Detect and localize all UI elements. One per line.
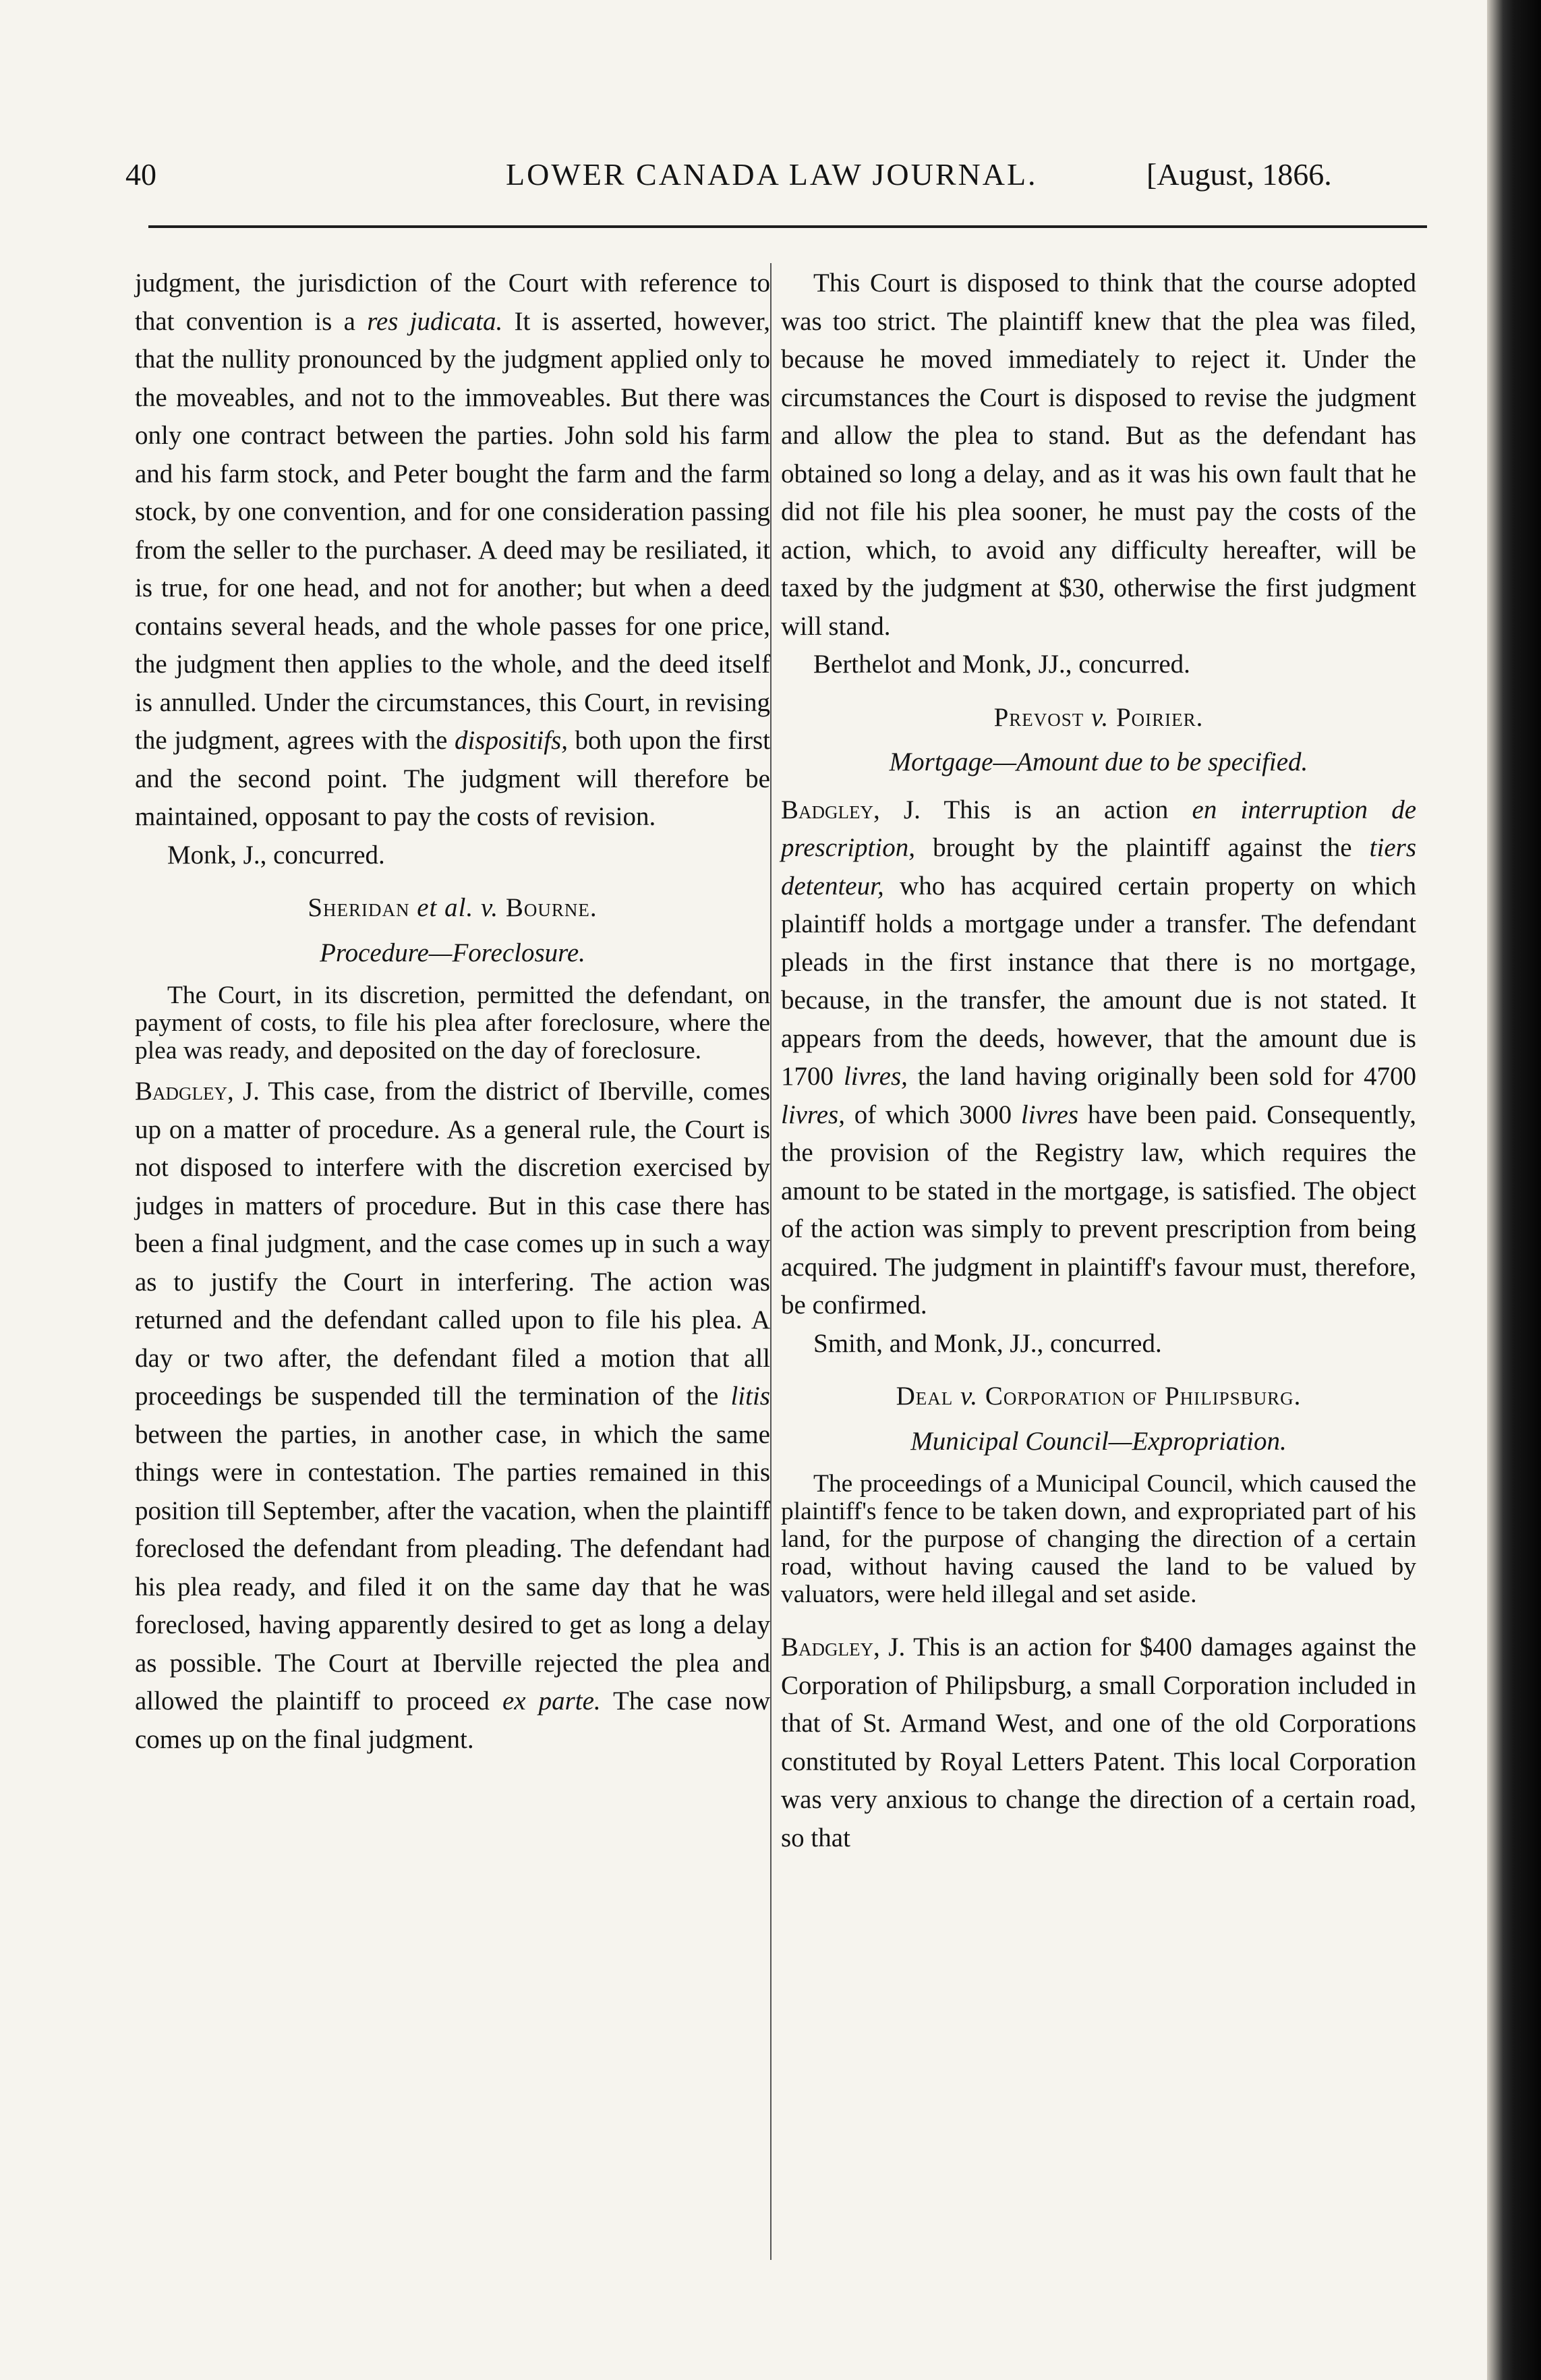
concurrence-note: Berthelot and Monk, JJ., concurred. <box>813 650 1190 679</box>
case-title-sheridan: Sheridan et al. v. Bourne. <box>308 893 598 922</box>
concurrence-note: Smith, and Monk, JJ., concurred. <box>813 1328 1162 1358</box>
left-column <box>135 264 770 1759</box>
issue-date: [August, 1866. <box>1146 157 1332 192</box>
page-number: 40 <box>125 157 156 192</box>
concurrence-note: Monk, J., concurred. <box>167 840 385 870</box>
case-subject: Mortgage—Amount due to be specified. <box>889 747 1308 776</box>
case-subject: Municipal Council—Expropriation. <box>910 1426 1287 1456</box>
case-title-deal: Deal v. Corporation of Philipsburg. <box>896 1382 1302 1411</box>
continued-paragraph: This Court is disposed to think that the course adopted was too strict. The plaintiff knew that the plea was filed, because he moved immediately to reject it. Under the circumstances the Court is disposed to revise the judgment and allow the plea to stand. But as the defendant has obtained so long a delay, and as it was his own fault that he did not file his plea sooner, he must pay the costs of the action, which, to avoid any difficulty hereafter, will be taxed by the judgment at $30, otherwise the first judgment will stand. <box>781 268 1416 641</box>
case-subject: Procedure—Foreclosure. <box>320 938 585 967</box>
journal-title: LOWER CANADA LAW JOURNAL. <box>506 157 1038 192</box>
case-opinion: Badgley, J. This case, from the district of Iberville, comes up on a matter of procedure. As a general rule, the Court is not disposed to interfere with the discretion exercised by judges in matters of procedure. But in this case there has been a final judgment, and the case comes up in such a way as to justify the Court in interfering. The action was returned and the defendant called upon to file his plea. A day or two after, the defendant filed a motion that all proceedings be suspended till the termination of the litis between the parties, in another case, in which the same things were in contestation. The parties remained in this position till September, after the vacation, when the plaintiff foreclosed the defendant from pleading. The defendant had his plea ready, and filed it on the same day that he was foreclosed, having apparently desired to get as long a delay as possible. The Court at Iberville rejected the plea and allowed the plaintiff to proceed ex parte. The case now comes up on the final judgment. <box>135 1077 770 1754</box>
case-title-prevost: Prevost v. Poirier. <box>993 702 1204 732</box>
column-divider <box>770 263 772 2260</box>
case-opinion: Badgley, J. This is an action for $400 damages against the Corporation of Philipsburg, a small Corporation included in that of St. Armand West, and one of the old Corporations constituted by Royal Letters Patent. This local Corporation was very anxious to change the direction of a certain road, so that <box>781 1633 1417 1852</box>
case-headnote: The Court, in its discretion, permitted the defendant, on payment of costs, to file his plea after foreclosure, where the plea was ready, and deposited on the day of foreclosure. <box>135 982 770 1065</box>
continued-paragraph: judgment, the jurisdiction of the Court with reference to that convention is a res judicata. It is asserted, however, that the nullity pronounced by the judgment applied only to the moveables, and not to the immoveables. But there was only one contract between the parties. John sold his farm and his farm stock, and Peter bought the farm and the farm stock, by one convention, and for one consideration passing from the seller to the purchaser. A deed may be resiliated, it is true, for one head, and not for another; but when a deed contains several heads, and the whole passes for one price, the judgment then applies to the whole, and the deed itself is annulled. Under the circumstances, this Court, in revising the judgment, agrees with the dispositifs, both upon the first and the second point. The judgment will therefore be maintained, opposant to pay the costs of revision. <box>135 268 770 831</box>
scanned-page-edge <box>1487 0 1541 2380</box>
case-headnote: The proceedings of a Municipal Council, which caused the plaintiff's fence to be taken down, and expropriated part of his land, for the purpose of changing the direction of a certain road, without having caused the land to be valued by valuators, were held illegal and set aside. <box>781 1470 1416 1608</box>
header-rule <box>148 225 1427 228</box>
case-opinion: Badgley, J. This is an action en interruption de prescription, brought by the plaintiff against the tiers detenteur, who has acquired certain property on which plaintiff holds a mortgage under a transfer. The defendant pleads in the first instance that there is no mortgage, because, in the transfer, the amount due is not stated. It appears from the deeds, however, that the amount due is 1700 livres, the land having originally been sold for 4700 livres, of which 3000 livres have been paid. Consequently, the provision of the Registry law, which requires the amount to be stated in the mortgage, is satisfied. The object of the action was simply to prevent prescription from being acquired. The judgment in plaintiff's favour must, therefore, be confirmed. <box>781 795 1417 1320</box>
right-column <box>781 264 1416 1857</box>
